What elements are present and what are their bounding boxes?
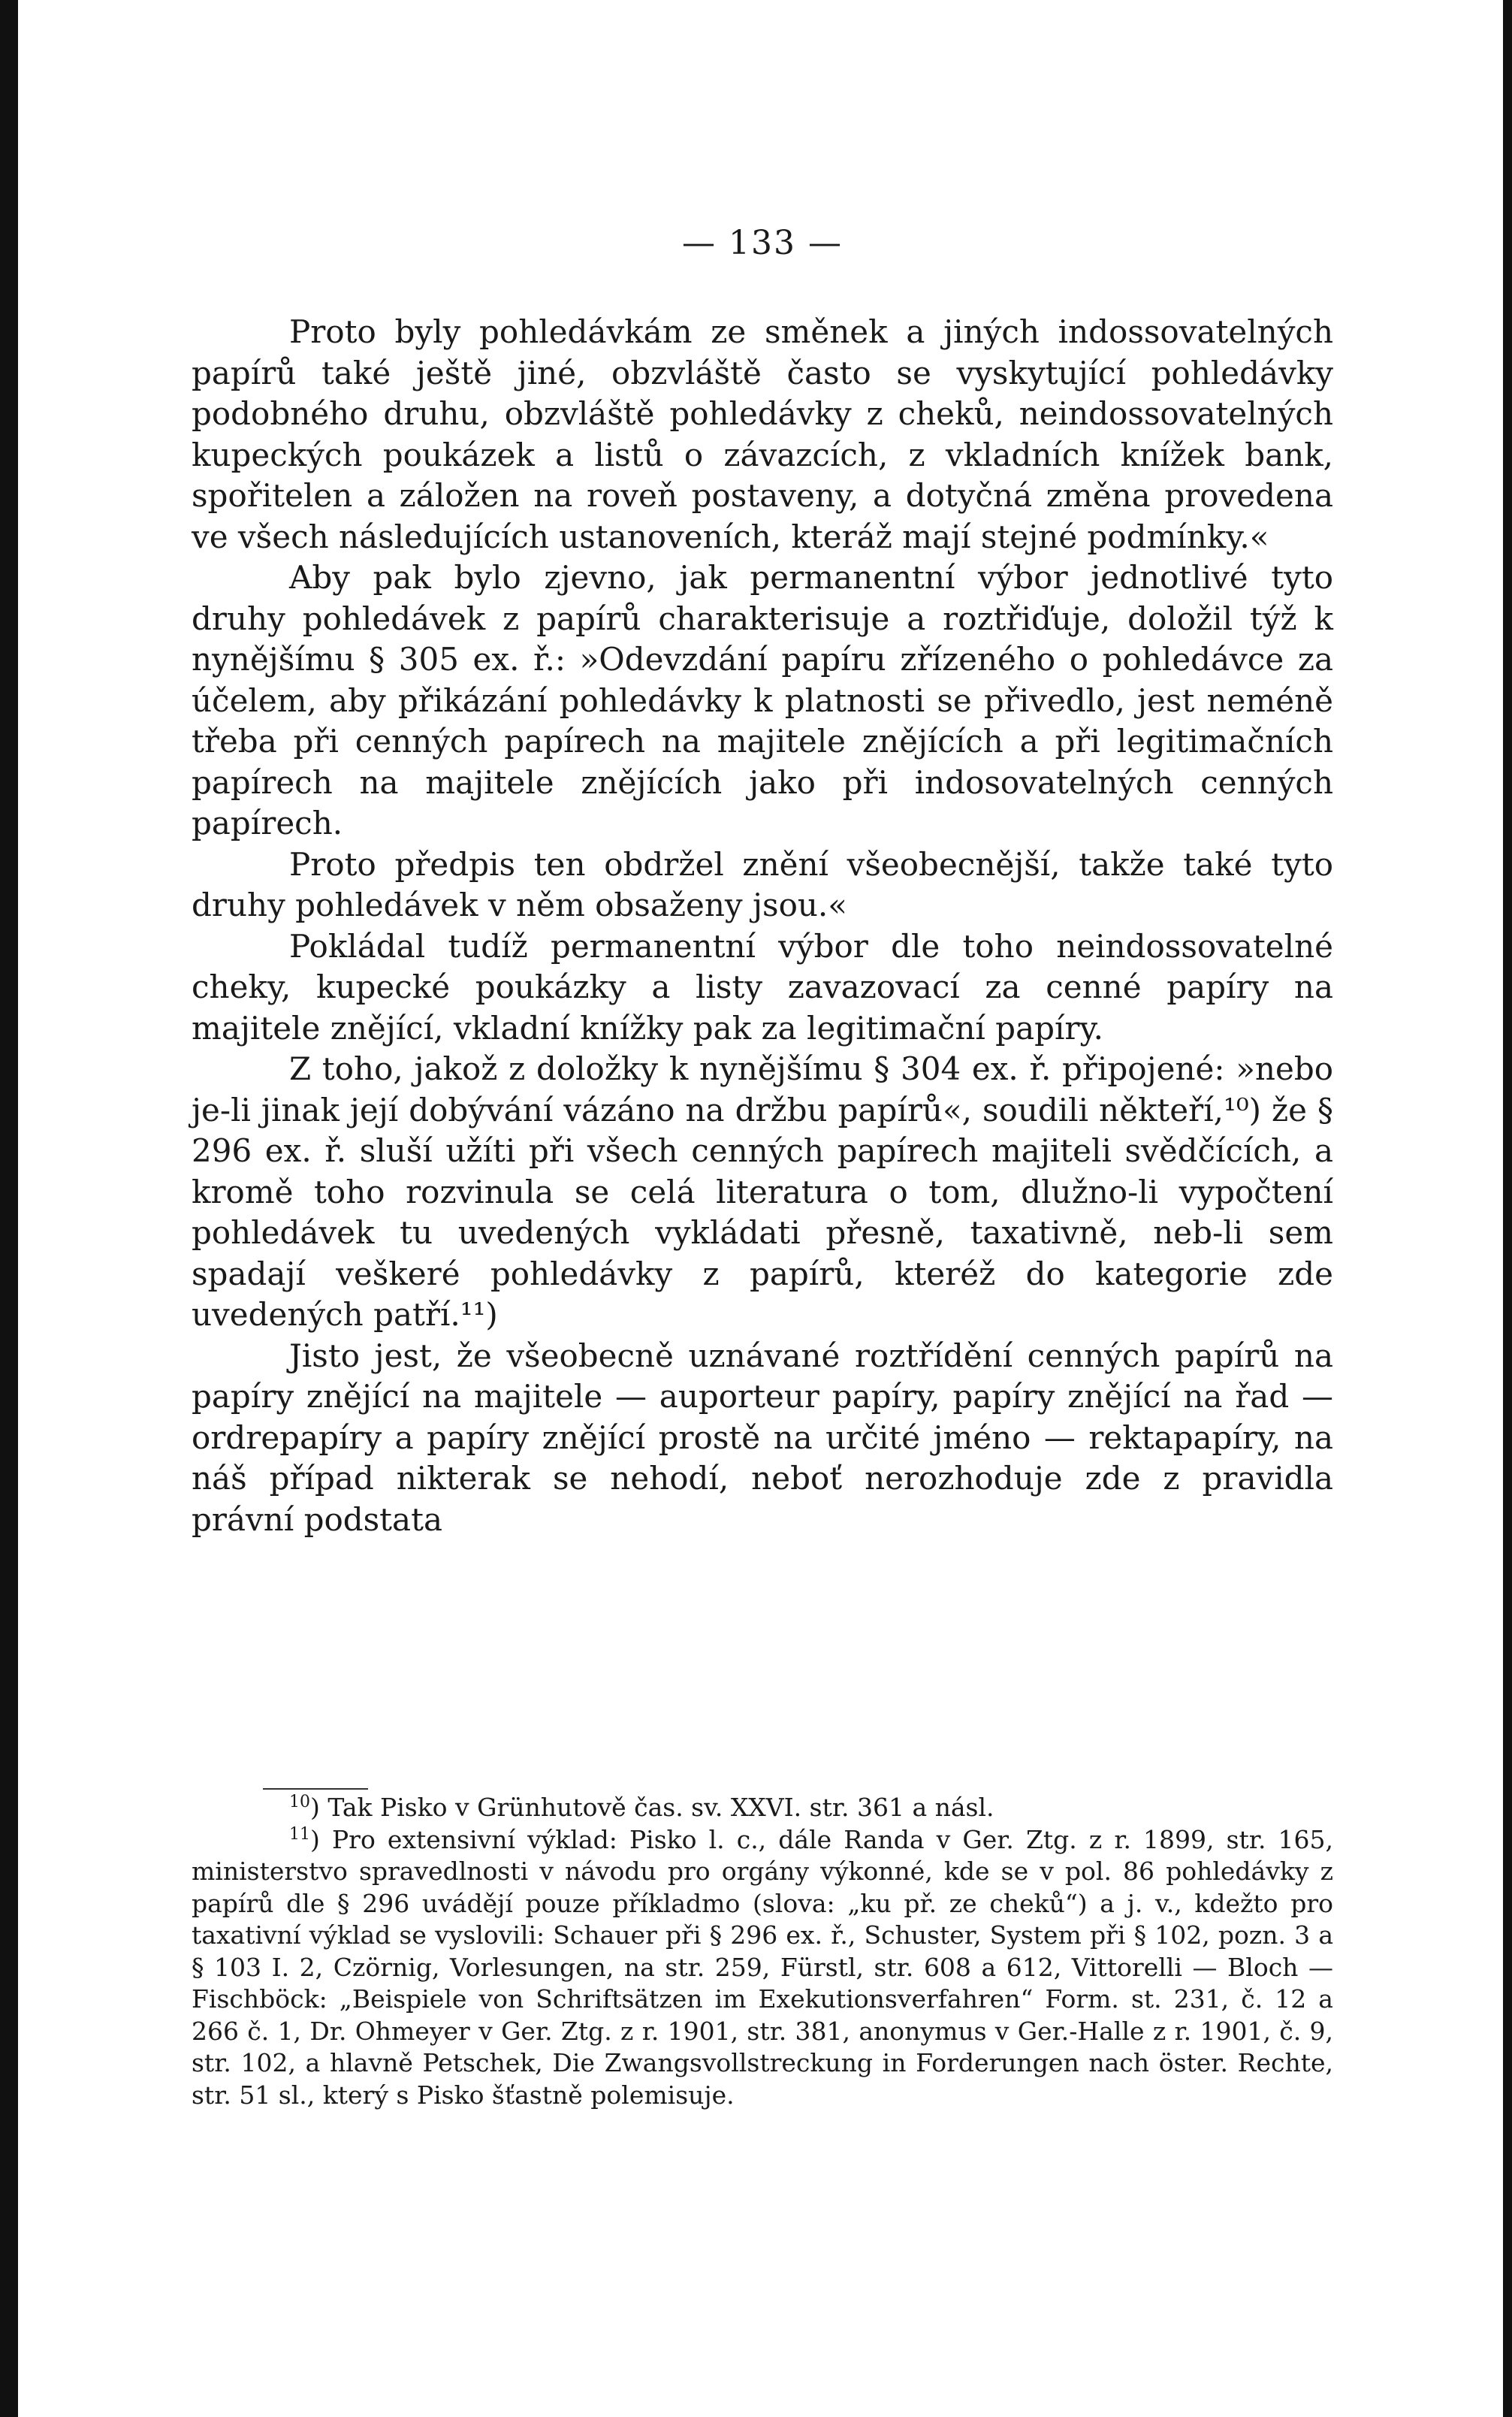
body-text: [192, 312, 1333, 1540]
paragraph: Jisto jest, že všeobecně uznávané roztřídění cenných papírů na papíry znějící na majitele — auporteur papíry, papíry znějící na řad — ordrepapíry a papíry znějící prostě na určité jméno — rektapapíry, na náš případ nikterak se nehodí, neboť nerozhoduje zde z pravidla právní podstata: [192, 1337, 1333, 1538]
scan-edge-left: [0, 0, 18, 2417]
scan-edge-right: [1503, 0, 1512, 2417]
book-page: [192, 0, 1333, 2417]
footnote-rule: [263, 1788, 368, 1790]
footnote-mark: 10: [289, 1793, 310, 1811]
paragraph: Proto byly pohledávkám ze směnek a jiných indossovatelných papírů také ještě jiné, obzvláště často se vyskytující pohledávky podobného druhu, obzvláště pohledávky z cheků, neindossovatelných kupeckých poukázek a listů o závazcích, z vkladních knížek bank, spořitelen a záložen na roveň postaveny, a dotyčná změna provedena ve všech následujících ustanoveních, kteráž mají stejné podmínky.«: [192, 313, 1333, 555]
footnote-text: Tak Pisko v Grünhutově čas. sv. XXVI. str. 361 a násl.: [327, 1793, 994, 1822]
paragraph: Z toho, jakož z doložky k nynějšímu § 304 ex. ř. připojené: »nebo je-li jinak její dobývání vázáno na držbu papírů«, soudili někteří,¹⁰) že § 296 ex. ř. sluší užíti při všech cenných papírech majiteli svědčících, a kromě toho rozvinula se celá literatura o tom, dlužno-li vypočtení pohledávek tu uvedených vykládati přesně, taxativně, neb-li sem spadají veškeré pohledávky z papírů, kteréž do kategorie zde uvedených patří.¹¹): [192, 1050, 1333, 1333]
paragraph: Pokládal tudíž permanentní výbor dle toho neindossovatelné cheky, kupecké poukázky a listy zavazovací za cenné papíry na majitele znějící, vkladní knížky pak za legitimační papíry.: [192, 927, 1333, 1047]
footnote: $^{10}$) Tak Pisko v Grünhutově čas. sv. XXVI. str. 361 a násl.: [289, 1793, 994, 1822]
paragraph: Proto předpis ten obdržel znění všeobecnější, takže také tyto druhy pohledávek v něm obsaženy jsou.«: [192, 845, 1333, 923]
footnotes: [192, 1792, 1333, 2111]
footnote-text: Pro extensivní výklad: Pisko l. c., dále Randa v Ger. Ztg. z r. 1899, str. 165, ministerstvo spravedlnosti v návodu pro orgány výkonné, kde se v pol. 86 pohledávky z papírů dle § 296 uvádějí pouze příkladmo (slova: „ku př. ze cheků“) a j. v., kdežto pro taxativní výklad se vyslovili: Schauer při § 296 ex. ř., Schuster, System při § 102, pozn. 3 a § 103 I. 2, Czörnig, Vorlesungen, na str. 259, Fürstl, str. 608 a 612, Vittorelli — Bloch — Fischböck: „Beispiele von Schriftsätzen im Exekutionsverfahren“ Form. st. 231, č. 12 a 266 č. 1, Dr. Ohmeyer v Ger. Ztg. z r. 1901, str. 381, anonymus v Ger.-Halle z r. 1901, č. 9, str. 102, a hlavně Petschek, Die Zwangsvollstreckung in Forderungen nach öster. Rechte, str. 51 sl., který s Pisko šťastně polemisuje.: [192, 1824, 1333, 2110]
paragraph: Aby pak bylo zjevno, jak permanentní výbor jednotlivé tyto druhy pohledávek z papírů charakterisuje a roztřiďuje, doložil týž k nynějšímu § 305 ex. ř.: »Odevzdání papíru zřízeného o pohledávce za účelem, aby přikázání pohledávky k platnosti se přivedlo, jest neméně třeba při cenných papírech na majitele znějících a při legitimačních papírech na majitele znějících jako při indosovatelných cenných papírech.: [192, 559, 1333, 841]
footnote: $^{11}$) Pro extensivní výklad: Pisko l. c., dále Randa v Ger. Ztg. z r. 1899, str. 165, ministerstvo spravedlnosti v návodu pro orgány výkonné, kde se v pol. 86 pohledávky z papírů dle § 296 uvádějí pouze příkladmo (slova: „ku př. ze cheků“) a j. v., kdežto pro taxativní výklad se vyslovili: Schauer při § 296 ex. ř., Schuster, System při § 102, pozn. 3 a § 103 I. 2, Czörnig, Vorlesungen, na str. 259, Fürstl, str. 608 a 612, Vittorelli — Bloch — Fischböck: „Beispiele von Schriftsätzen im Exekutionsverfahren“ Form. st. 231, č. 12 a 266 č. 1, Dr. Ohmeyer v Ger. Ztg. z r. 1901, str. 381, anonymus v Ger.-Halle z r. 1901, č. 9, str. 102, a hlavně Petschek, Die Zwangsvollstreckung in Forderungen nach öster. Rechte, str. 51 sl., který s Pisko šťastně polemisuje.: [192, 1824, 1333, 2110]
page-number: — 133 —: [682, 224, 843, 262]
footnote-mark: 11: [289, 1824, 310, 1844]
